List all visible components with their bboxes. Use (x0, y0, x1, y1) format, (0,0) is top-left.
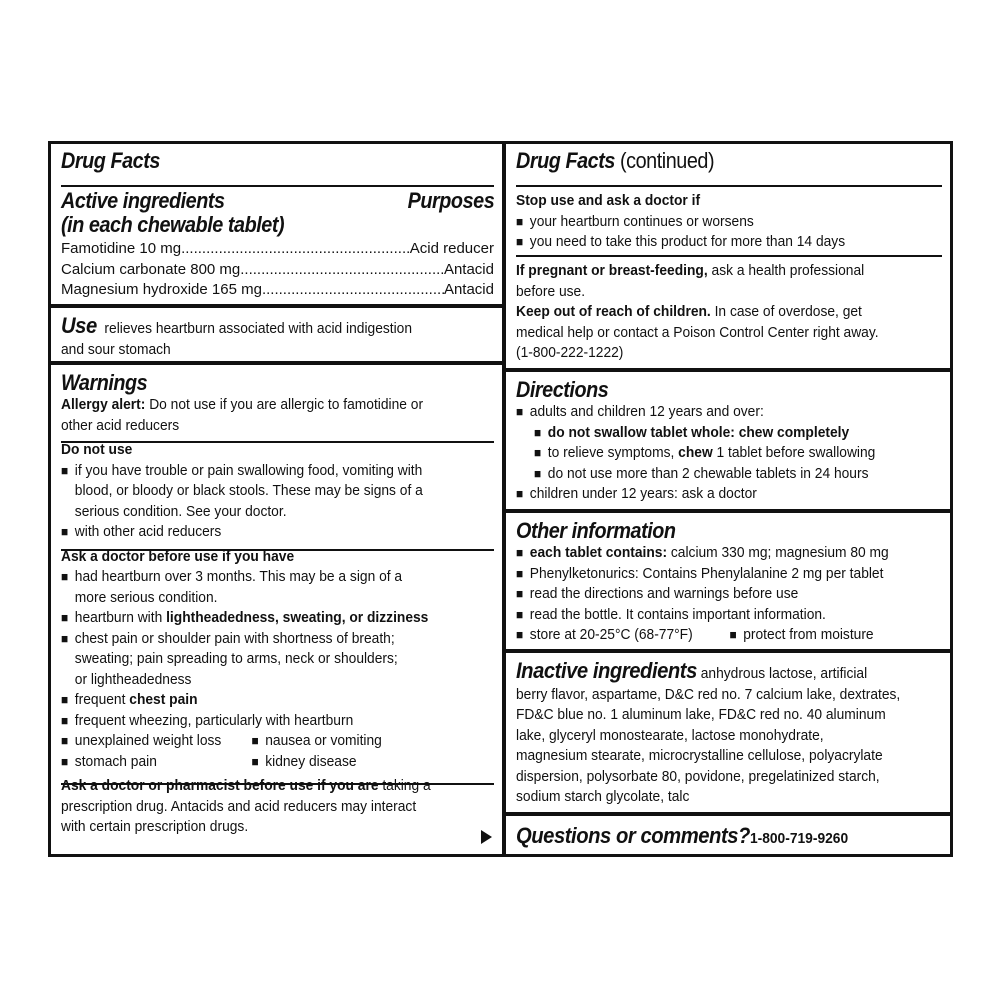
allergy-text: Do not use if you are allergic to famotidine or (145, 396, 424, 413)
list-item: ■ store at 20-25°C (68-77°F) (516, 625, 729, 646)
inactive-ingredients-section (506, 649, 950, 814)
ask-pharmacist-heading: Ask a doctor or pharmacist before use if you are (61, 777, 379, 794)
list-item (516, 543, 908, 564)
inactive-text: anhydrous lactose, artificial (696, 665, 868, 682)
pregnant-text: before use. (516, 282, 586, 300)
inactive-text: lake, glyceryl monostearate, lactose monohydrate, (516, 726, 824, 744)
sub-list-item: ■ do not use more than 2 chewable tablets in 24 hours (534, 464, 909, 485)
list-item: ■ protect from moisture (729, 625, 873, 646)
allergy-alert-label: Allergy alert: (61, 396, 146, 413)
divider (516, 185, 942, 187)
pregnant-heading: If pregnant or breast-feeding, (516, 262, 708, 279)
leader-dots (262, 280, 444, 301)
ask-doctor-block (61, 547, 494, 773)
inactive-text: dispersion, polysorbate 80, povidone, pregelatinized starch, (516, 767, 880, 785)
item-text: frequent (74, 691, 130, 708)
list-item: ■ if you have trouble or pain swallowing food, vomiting with (61, 461, 459, 482)
pregnant-text: ask a health professional (707, 262, 865, 279)
keep-out-text: medical help or contact a Poison Control Center right away. (516, 323, 879, 341)
continue-arrow-icon (481, 830, 492, 844)
other-information-heading: Other information (516, 518, 676, 543)
other-information-section (506, 509, 950, 651)
ingredient-row (61, 239, 494, 260)
directions-section (506, 368, 950, 511)
list-item: ■ frequent wheezing, particularly with heartburn (61, 711, 459, 732)
list-item: ■ nausea or vomiting (251, 731, 381, 752)
continued-section (506, 149, 950, 368)
list-item-pair (61, 752, 459, 773)
active-header (61, 189, 494, 301)
use-text: relieves heartburn associated with acid indigestion (104, 320, 413, 337)
right-column (502, 144, 950, 854)
list-item: ■ read the directions and warnings before use (516, 584, 908, 605)
divider (516, 255, 942, 257)
list-item-cont: serious condition. See your doctor. (74, 502, 287, 520)
list-item: ■ chest pain or shoulder pain with shortness of breath; (61, 629, 459, 650)
questions-section (506, 812, 950, 854)
ingredient-purpose: Antacid (443, 281, 494, 298)
inactive-text: magnesium stearate, microcrystalline cellulose, polyacrylate (516, 747, 883, 764)
divider (61, 185, 494, 187)
list-item: ■ adults and children 12 years and over: (516, 402, 908, 423)
active-ingredients-table (61, 239, 494, 301)
list-item-cont: or lightheadedness (74, 670, 192, 688)
item-text: heartburn with (74, 609, 167, 626)
list-item-pair (61, 731, 459, 752)
inactive-text: berry flavor, aspartame, D&C red no. 7 calcium lake, dextrates, (516, 685, 901, 703)
inactive-line (516, 659, 908, 685)
list-item: ■ unexplained weight loss (61, 731, 251, 752)
do-not-use-block (61, 440, 494, 543)
sub-list-item (534, 443, 909, 464)
warnings-heading: Warnings (61, 370, 148, 395)
list-item: ■ read the bottle. It contains important information. (516, 605, 908, 626)
questions-phone[interactable]: 1-800-719-9260 (749, 830, 849, 847)
list-item: ■ kidney disease (251, 752, 356, 773)
list-item: ■ you need to take this product for more than 14 days (516, 232, 908, 253)
item-bold-text: chew (678, 444, 713, 461)
inactive-text: FD&C blue no. 1 aluminum lake, FD&C red no. 40 aluminum (516, 706, 886, 723)
use-text: and sour stomach (61, 340, 171, 358)
inactive-text: sodium starch glycolate, talc (516, 788, 690, 805)
item-bold-text: chest pain (129, 691, 198, 708)
list-item-cont: blood, or bloody or black stools. These may be signs of a (74, 482, 423, 499)
continued-label: (continued) (614, 148, 715, 173)
ask-doctor-heading: Ask a doctor before use if you have (61, 547, 295, 565)
ingredient-row (61, 280, 494, 301)
list-item: ■ your heartburn continues or worsens (516, 212, 908, 233)
keep-out-heading: Keep out of reach of children. (516, 303, 711, 320)
use-section (51, 304, 502, 363)
ingredient-purpose: Antacid (443, 260, 494, 278)
questions-heading: Questions or comments? (516, 823, 750, 848)
poison-control-phone: (1-800-222-1222) (516, 344, 624, 361)
leader-dots (181, 239, 410, 260)
ingredient-name: Calcium carbonate 800 mg (61, 260, 241, 278)
left-column (51, 144, 502, 854)
warnings-section (51, 361, 502, 854)
item-text: calcium 330 mg; magnesium 80 mg (667, 544, 889, 561)
do-not-use-heading: Do not use (61, 441, 133, 458)
questions-line (516, 824, 908, 850)
ingredient-name: Famotidine 10 mg (61, 240, 182, 257)
list-item (61, 690, 459, 711)
inactive-ingredients-heading: Inactive ingredients (516, 658, 697, 683)
list-item (61, 608, 459, 629)
active-ingredients-section (51, 149, 502, 306)
item-bold-text: lightheadedness, sweating, or dizziness (166, 609, 429, 626)
purposes-heading: Purposes (407, 188, 494, 213)
ask-pharmacist-text: prescription drug. Antacids and acid reducers may interact (61, 797, 417, 815)
list-item: ■ had heartburn over 3 months. This may be a sign of a (61, 567, 459, 588)
list-item: ■ with other acid reducers (61, 522, 459, 543)
list-item: ■ Phenylketonurics: Contains Phenylalanine 2 mg per tablet (516, 564, 908, 585)
allergy-text: other acid reducers (61, 416, 180, 434)
ask-pharmacist-text: taking a (378, 777, 431, 794)
drug-facts-label (48, 141, 953, 857)
list-item-cont: more serious condition. (74, 588, 218, 606)
stop-use-heading: Stop use and ask a doctor if (516, 192, 701, 209)
drug-facts-title: Drug Facts (61, 148, 160, 173)
sub-list-item: ■ do not swallow tablet whole: chew completely (534, 423, 909, 444)
leader-dots (240, 260, 444, 281)
item-text: 1 tablet before swallowing (712, 444, 876, 461)
list-item: ■ stomach pain (61, 752, 251, 773)
continued-title (516, 149, 899, 173)
list-item-cont: sweating; pain spreading to arms, neck or shoulders; (74, 650, 398, 667)
ask-pharmacist-text: with certain prescription drugs. (61, 818, 249, 835)
ingredient-name: Magnesium hydroxide 165 mg (61, 281, 262, 298)
pregnant-block (516, 261, 942, 364)
active-ingredients-heading: Active ingredients (61, 188, 225, 213)
stop-use-block (516, 191, 942, 253)
ask-pharmacist-block (61, 776, 494, 838)
item-bold-text: each tablet contains: (529, 544, 668, 561)
directions-heading: Directions (516, 377, 609, 402)
drug-facts-title: Drug Facts (516, 148, 615, 173)
list-item-pair (516, 625, 908, 646)
list-item: ■ children under 12 years: ask a doctor (516, 484, 908, 505)
item-text: to relieve symptoms, (547, 444, 679, 461)
keep-out-text: In case of overdose, get (710, 303, 862, 320)
active-ingredients-subheading: (in each chewable tablet) (61, 212, 285, 237)
use-heading: Use (61, 313, 97, 338)
ingredient-purpose: Acid reducer (409, 240, 494, 257)
ingredient-row (61, 260, 494, 281)
